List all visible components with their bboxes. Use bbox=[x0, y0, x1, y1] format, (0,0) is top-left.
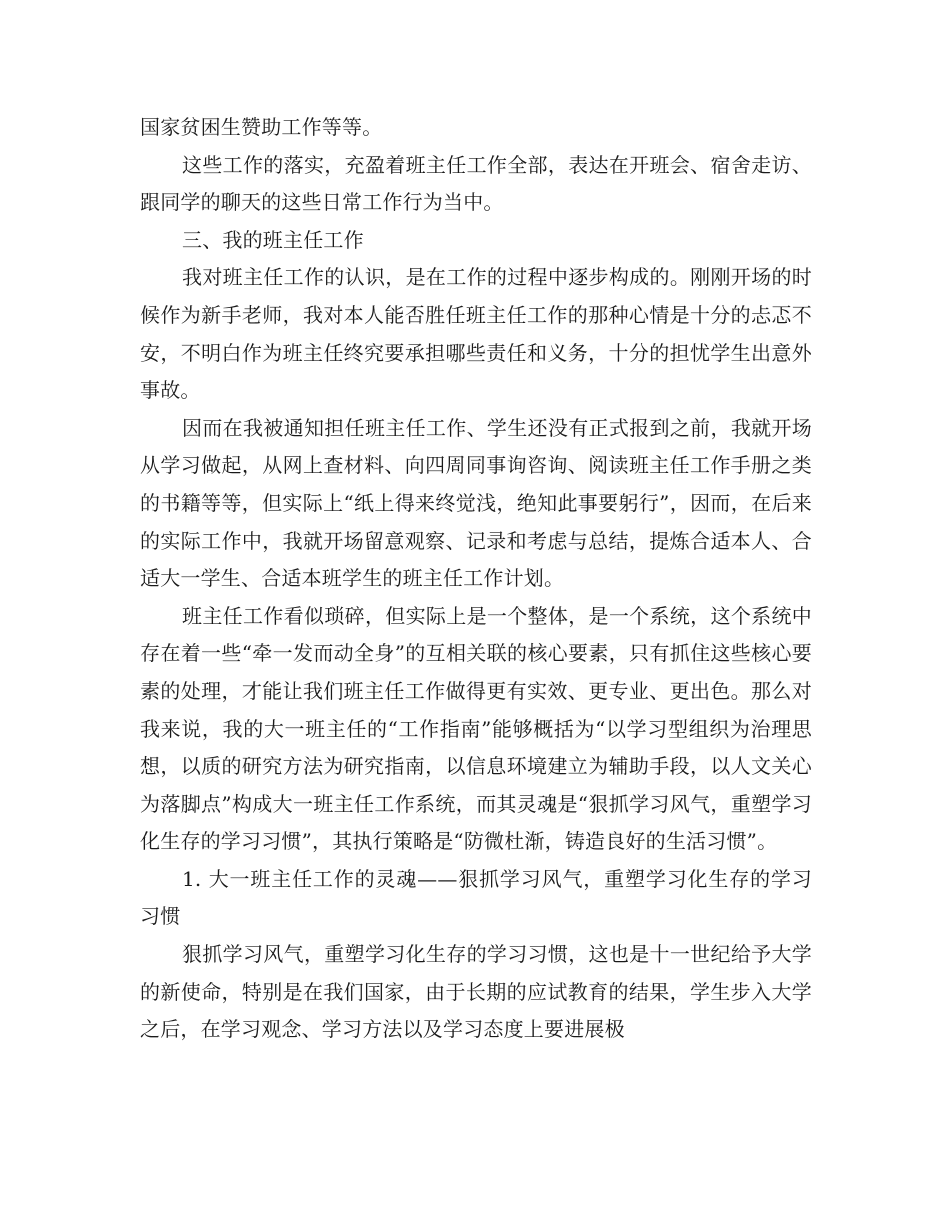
document-body bbox=[140, 109, 812, 1049]
subheading-soul-of-work: 1. 大一班主任工作的灵魂——狠抓学习风气，重塑学习化生存的学习习惯 bbox=[140, 866, 812, 929]
paragraph-continuation: 国家贫困生赞助工作等等。 bbox=[140, 115, 383, 139]
paragraph-understanding: 我对班主任工作的认识，是在工作的过程中逐步构成的。刚刚开场的时候作为新手老师，我对本人能否胜任班主任工作的那种心情是十分的忐忑不安，不明白作为班主任终究要承担哪些责任和义务，十分的担忧学生出意外事故。 bbox=[140, 265, 812, 403]
paragraph-work-implementation: 这些工作的落实，充盈着班主任工作全部，表达在开班会、宿舍走访、跟同学的聊天的这些日常工作行为当中。 bbox=[140, 152, 812, 215]
paragraph-preparation: 因而在我被通知担任班主任工作、学生还没有正式报到之前，我就开场从学习做起，从网上查材料、向四周同事询咨询、阅读班主任工作手册之类的书籍等等，但实际上“纸上得来终觉浅，绝知此事要躬行”，因而，在后来的实际工作中，我就开场留意观察、记录和考虑与总结，提炼合适本人、合适大一学生、合适本班学生的班主任工作计划。 bbox=[140, 415, 812, 591]
paragraph-system: 班主任工作看似琐碎，但实际上是一个整体，是一个系统，这个系统中存在着一些“牵一发而动全身”的互相关联的核心要素，只有抓住这些核心要素的处理，才能让我们班主任工作做得更有实效、更专业、更出色。那么对我来说，我的大一班主任的“工作指南”能够概括为“以学习型组织为治理思想，以质的研究方法为研究指南，以信息环境建立为辅助手段，以人文关心为落脚点”构成大一班主任工作系统，而其灵魂是“狠抓学习风气，重塑学习化生存的学习习惯”，其执行策略是“防微杜渐，铸造良好的生活习惯”。 bbox=[140, 603, 812, 854]
section-heading-my-work: 三、我的班主任工作 bbox=[182, 227, 364, 252]
paragraph-learning-style: 狠抓学习风气，重塑学习化生存的学习习惯，这也是十一世纪给予大学的新使命，特别是在我们国家，由于长期的应试教育的结果，学生步入大学之后，在学习观念、学习方法以及学习态度上要进展极 bbox=[140, 942, 812, 1042]
